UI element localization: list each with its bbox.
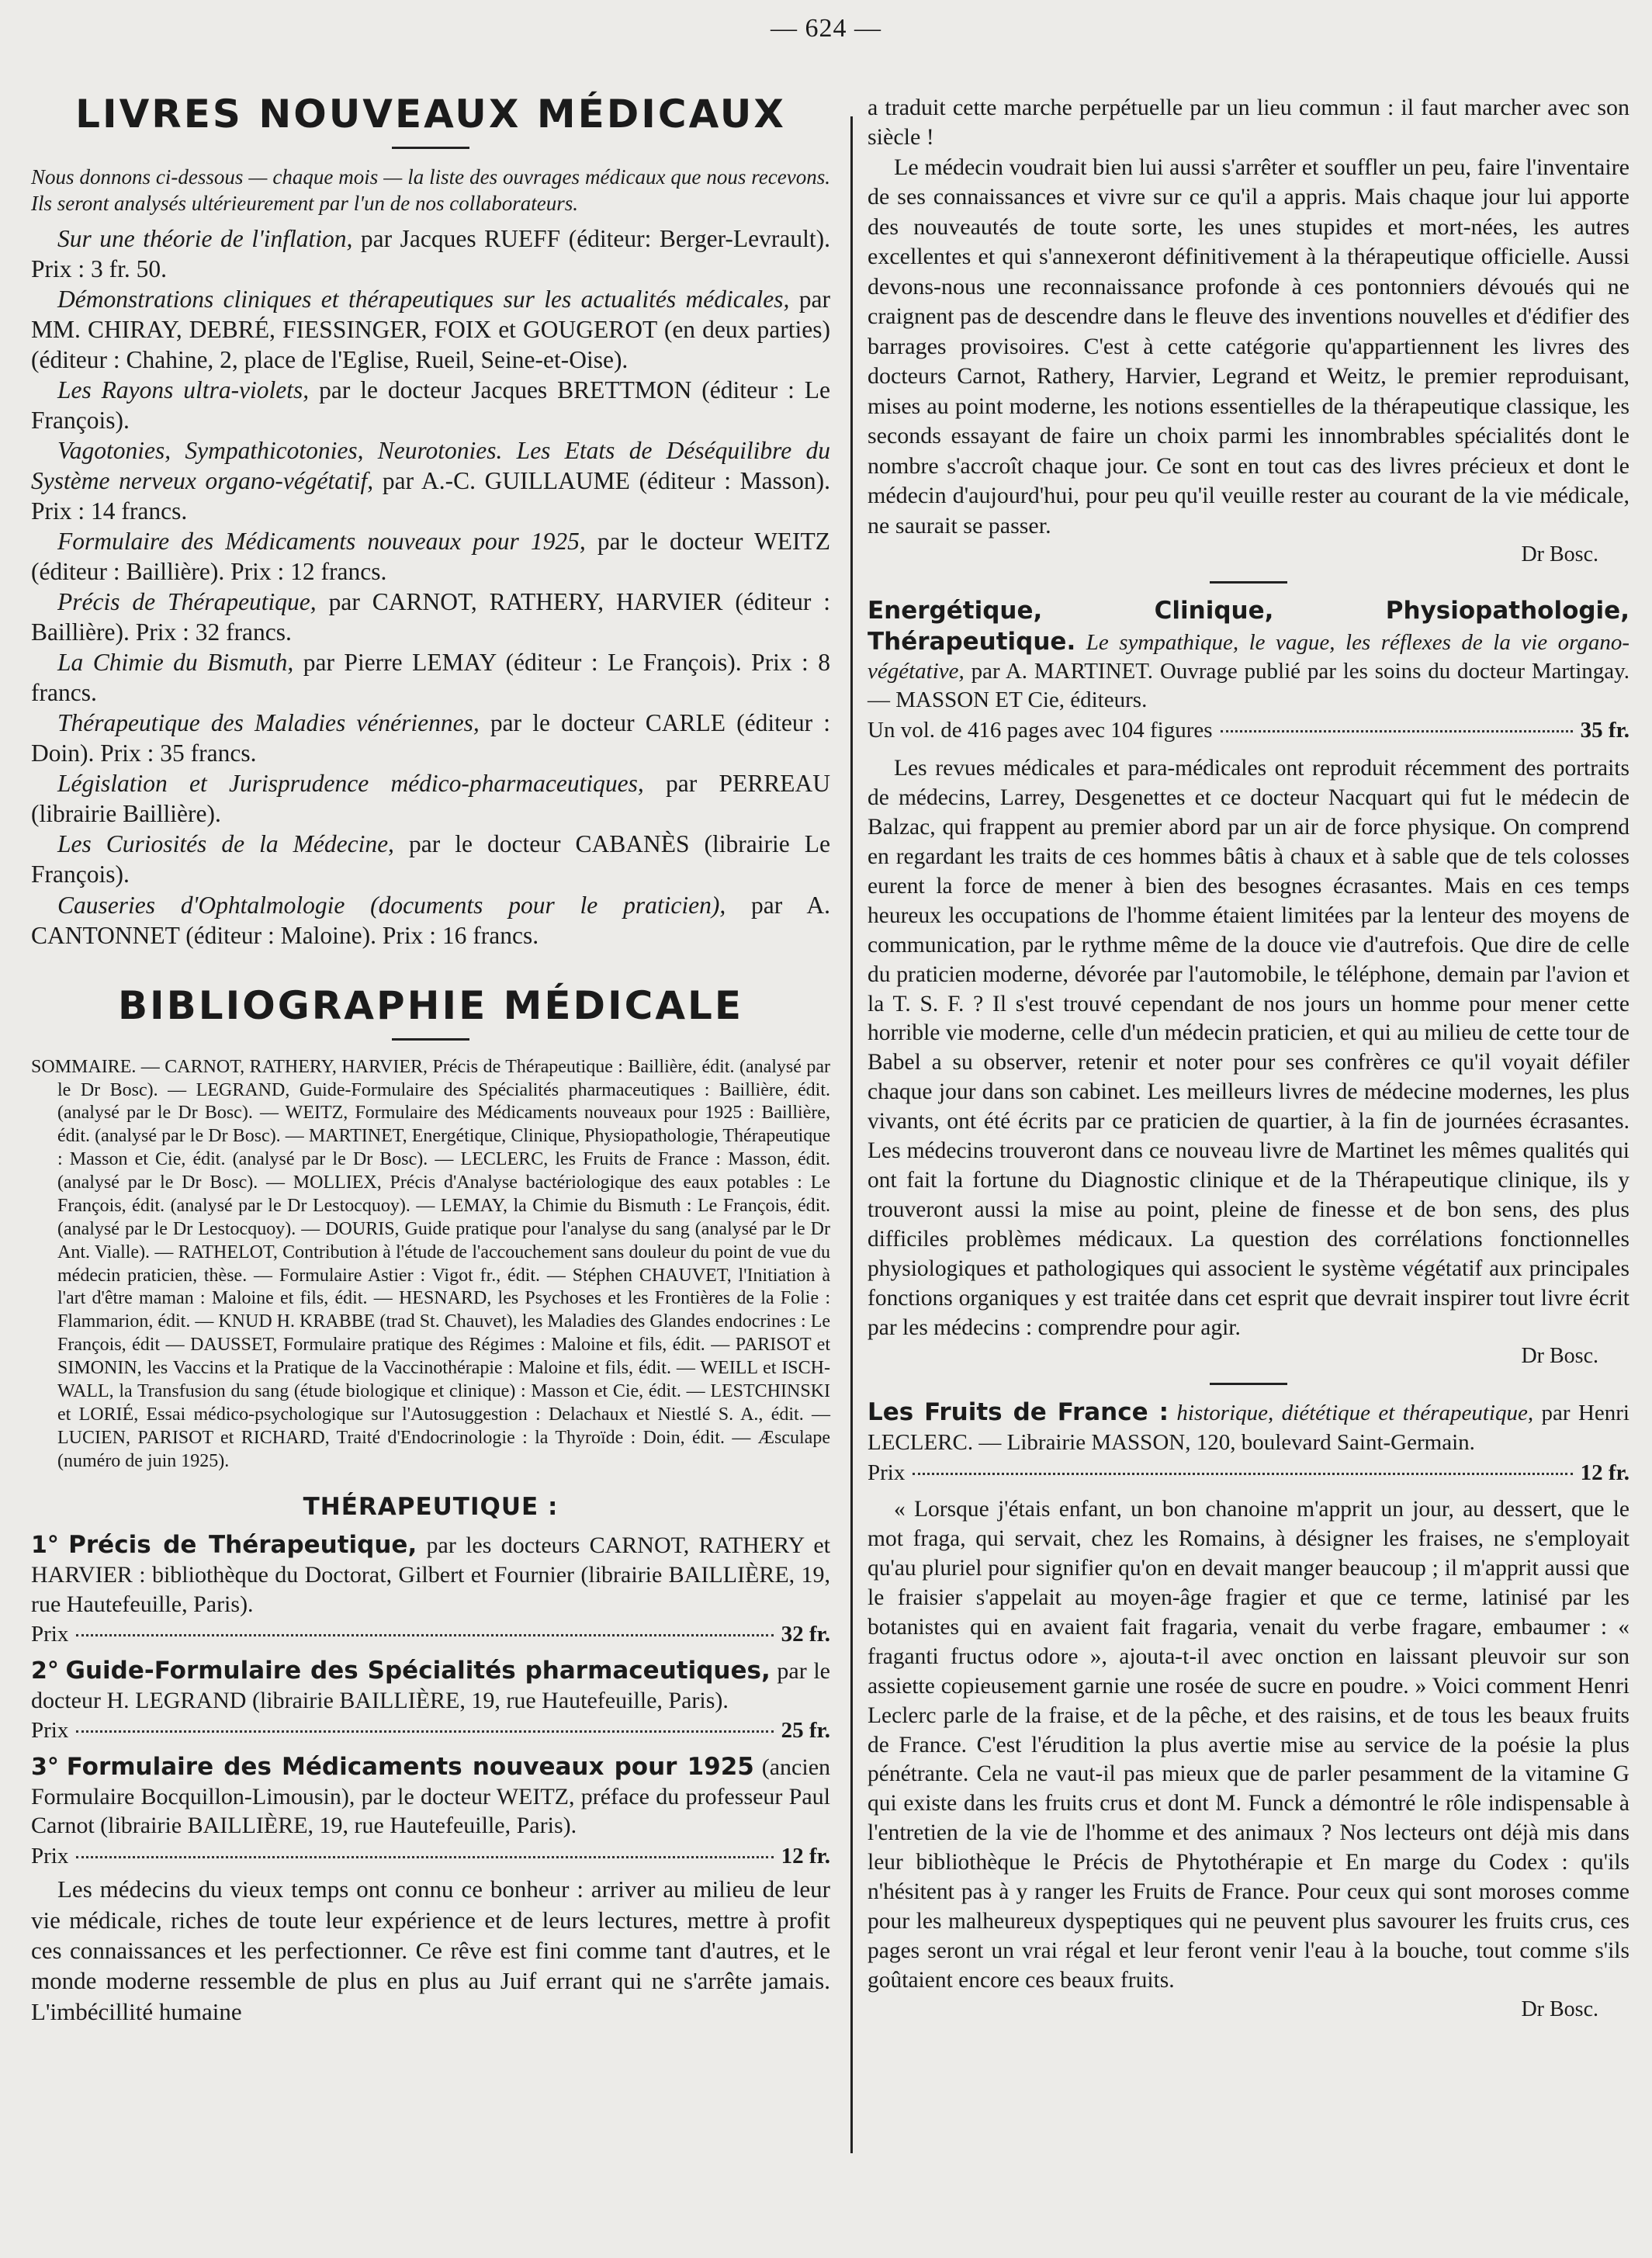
continuation-paragraph: Le médecin voudrait bien lui aussi s'arrêter et souffler un peu, faire l'inventaire de ses connaissances et vivre sur ce qu'il a appris. Mais chaque jour lui apporte des nouveautés de toute sorte, les unes stupides et mort-nées, les autres excellentes et qui s'annexeront définitivement à la thérapeutique officielle. Aussi devons-nous une reconnaissance profonde à ces pontonniers dévoués qui ne craignent pas de descendre dans le fleuve des inventions nouvelles et d'édifier des barrages provisoires. C'est à cette catégorie qu'appartiennent les livres des docteurs Carnot, Rathery, Harvier, Legrand et Weitz, le premier reproduisant, mises au point moderne, les notions essentielles de la thérapeutique classique, les seconds essayant de faire un choix parmi les innombrables spécialités dont le nombre s'accroît chaque jour. Ce sont en tout cas des livres précieux et dont le médecin d'aujourd'hui, pour peu qu'il veuille rester au courant de la vie médicale, ne saurait se passer.	[868, 154, 1629, 539]
therapeutique-heading: THÉRAPEUTIQUE :	[303, 1493, 559, 1522]
entry-1: 1° Précis de Thérapeutique, par les docteurs CARNOT, RATHERY et HARVIER : bibliothèque du Doctorat, Gilbert et Fournier (librairie BAILLIÈRE, 19, rue Hautefeuille, Paris). Prix 32 fr.	[31, 1530, 830, 1649]
right-column	[868, 93, 1629, 2027]
list-item: Les Rayons ultra-violets, par le docteur Jacques BRETTMON (éditeur : Le François).	[31, 376, 830, 434]
signature: Dr Bosc.	[1521, 1997, 1598, 2021]
list-item: Vagotonies, Sympathicotonies, Neurotonies. Les Etats de Déséquilibre du Système nerveux organo-végétatif, par A.-C. GUILLAUME (éditeur : Masson). Prix : 14 francs.	[31, 436, 830, 525]
signature: Dr Bosc.	[1521, 1344, 1598, 1369]
entry-3: 3° Formulaire des Médicaments nouveaux pour 1925 (ancien Formulaire Bocquillon-Limousin), par le docteur WEITZ, préface du professeur Paul Carnot (librairie BAILLIÈRE, 19, rue Hautefeuille, Paris). Prix 12 fr.	[31, 1752, 830, 1871]
price-row: Prix 32 fr.	[31, 1622, 830, 1647]
list-item: Les Curiosités de la Médecine, par le docteur CABANÈS (librairie Le François).	[31, 830, 830, 888]
left-column	[31, 93, 830, 2027]
page-number: — 624 —	[771, 14, 881, 43]
price-row: Prix 12 fr.	[31, 1843, 830, 1868]
review-body: Les revues médicales et para-médicales ont reproduit récemment des portraits de médecins, Larrey, Desgenettes et ce docteur Nacquart qui fut le médecin de Balzac, qui frappent au premier abord par un air de force physique. On comprend en regardant les traits de ces hommes bâtis à chaux et à sable que de tels colosses eurent la force de mener à bien des besognes écrasantes. Mais en ces temps heureux les occupations de l'homme étaient limitées par la lenteur des moyens de communication, par le rythme même de la douce vie d'autrefois. Que dire de celle du praticien moderne, dévorée par l'automobile, le téléphone, demain par l'avion et la T. S. F. ? Il s'est trouvé cependant de nos jours un homme pour mener cette horrible vie moderne, celle d'un médecin praticien, et qui au milieu de cette tour de Babel a su observer, retenir et noter pour ses confrères ce qu'il voyait défiler chaque jour dans son cabinet. Les meilleurs livres de médecine modernes, les plus vivants, ont été écrits par ce praticien de quartier, à la fin de journées écrasantes. Les médecins trouveront dans ce nouveau livre de Martinet les mêmes qualités qui ont fait la fortune du Diagnostic clinique et de la Thérapeutique clinique, ils y trouveront aussi la mise au point, pleine de finesse et de bon sens, des plus difficiles problèmes médicaux. La question des corrélations fonctionnelles physiologiques et pathologiques qui associent le système végétatif aux principales fonctions organiques y est traitée dans cet esprit que devrait inspirer tout livre écrit par les médecins : comprendre pour agir.	[868, 756, 1629, 1340]
list-item: Sur une théorie de l'inflation, par Jacques RUEFF (éditeur: Berger-Levrault). Prix : 3 fr. 50.	[31, 224, 830, 282]
list-item: Thérapeutique des Maladies vénériennes, par le docteur CARLE (éditeur : Doin). Prix : 35 francs.	[31, 709, 831, 767]
biblio-summary: SOMMAIRE. — CARNOT, RATHERY, HARVIER, Précis de Thérapeutique : Baillière, édit. (analysé par le Dr Bosc). — LEGRAND, Guide-Formulaire des Spécialités pharmaceutiques : Baillière, édit. (analysé par le Dr Bosc). — WEITZ, Formulaire des Médicaments nouveaux pour 1925 : Baillière, édit. (analysé par le Dr Bosc). — MARTINET, Energétique, Clinique, Physiopathologie, Thérapeutique : Masson et Cie, édit. (analysé par le Dr Bosc). — LECLERC, les Fruits de France : Masson, édit. (analysé par le Dr Bosc). — MOLLIEX, Précis d'Analyse bactériologique des eaux potables : Le François, édit. (analysé par le Dr Lestocquoy). — LEMAY, la Chimie du Bismuth : Le François, édit. (analysé par le Dr Lestocquoy). — DOURIS, Guide pratique pour l'analyse du sang (analysé par le Dr Ant. Vialle). — RATHELOT, Contribution à l'étude de l'accouchement sans douleur du point de vue du médecin praticien, thèse. — Formulaire Astier : Vigot fr., édit. — Stéphen CHAUVET, l'Initiation à l'art d'être maman : Maloine et fils, édit. — HESNARD, les Psychoses et les Frontières de la Folie : Flammarion, édit. — KNUD H. KRABBE (trad St. Chauvet), les Maladies des Glandes endocrines : Le François, édit — DAUSSET, Formulaire pratique des Régimes : Maloine et fils, édit. — PARISOT et SIMONIN, les Vaccins et la Pratique de la Vaccinothérapie : Maloine et fils, édit. — WEILL et ISCH-WALL, la Transfusion du sang (étude biologique et clinique) : Masson et Cie, édit. — LESTCHINSKI et LORIÉ, Essai médico-psychologique sur l'Autosuggestion : Delachaux et Niestlé S. A., édit. — LUCIEN, PARISOT et RICHARD, Traité d'Endocrinologie : la Thyroïde : Doin, édit. — Æsculape (numéro de juin 1925).	[31, 1056, 830, 1471]
continuation-text: a traduit cette marche perpétuelle par un lieu commun : il faut marcher avec son siècle !	[868, 95, 1629, 151]
signature: Dr Bosc.	[1521, 542, 1598, 567]
livres-intro: Nous donnons ci-dessous — chaque mois — la liste des ouvrages médicaux que nous recevons. Ils seront analysés ultérieurement par l'un de nos collaborateurs.	[31, 165, 830, 215]
list-item: Démonstrations cliniques et thérapeutiques sur les actualités médicales, par MM. CHIRAY, DEBRÉ, FIESSINGER, FOIX et GOUGEROT (en deux parties) (éditeur : Chahine, 2, place de l'Eglise, Rueil, Seine-et-Oise).	[31, 285, 830, 373]
list-item: La Chimie du Bismuth, par Pierre LEMAY (éditeur : Le François). Prix : 8 francs.	[31, 649, 831, 707]
column-divider	[850, 116, 853, 2153]
price-row: Prix 12 fr.	[868, 1460, 1629, 1485]
list-item: Formulaire des Médicaments nouveaux pour 1925, par le docteur WEITZ (éditeur : Baillière). Prix : 12 francs.	[31, 527, 830, 586]
closing-paragraph: Les médecins du vieux temps ont connu ce bonheur : arriver au milieu de leur vie médicale, riches de toute leur expérience et de leurs lectures, mettre à profit ces connaissances et les perfectionner. Ce rêve est fini comme tant d'autres, et le monde moderne ressemble de plus en plus au Juif errant qui ne s'arrête jamais. L'imbécillité humaine	[31, 1875, 830, 2025]
biblio-title: BIBLIOGRAPHIE MÉDICALE	[117, 982, 744, 1028]
livres-title: LIVRES NOUVEAUX MÉDICAUX	[75, 92, 786, 137]
list-item: Législation et Jurisprudence médico-pharmaceutiques, par PERREAU (librairie Baillière).	[31, 770, 830, 828]
list-item: Causeries d'Ophtalmologie (documents pour le praticien), par A. CANTONNET (éditeur : Maloine). Prix : 16 francs.	[31, 891, 831, 949]
book-list	[31, 223, 830, 951]
separator-rule	[1210, 581, 1287, 584]
price-row: Prix 25 fr.	[31, 1718, 830, 1744]
review-body: « Lorsque j'étais enfant, un bon chanoine m'apprit un jour, au dessert, que le mot fraga, qui servait, chez les Romains, à désigner les fraises, ne s'employait qu'au pluriel pour signifier qu'on en devait manger beaucoup ; il m'apprit aussi que le fraisier s'appelait au moyen-âge fragier et que ce terme, latinisé par les botanistes qui en avaient fait fragaria, venait du verbe fragare, embaumer : « fraganti fructus odore », ajouta-t-il avec onction en laissant pleuvoir sur son assiette copieusement garnie une rosée de sucre en poudre. » Voici comment Henri Leclerc parle de la fraise, et de la pêche, et des raisins, et de tous les beaux fruits de France. C'est l'érudition la plus avertie mise au service de la poésie la plus pénétrante. Cela ne vaut-il pas mieux que de parler pesamment de la vitamine G qui existe dans les fruits crus et dont M. Funck a démontré le rôle indispensable à l'entretien de la vie de l'homme et des animaux ? Nos lecteurs ont déjà mis dans leur bibliothèque le Précis de Phytothérapie et En marge du Codex : qu'ils n'hésitent pas à y ranger les Fruits de France. Pour ceux qui sont moroses comme pour les malheureux dyspeptiques qui ne peuvent plus savourer les fruits crus, ces pages seront un vrai régal et leur feront venir l'eau à la bouche, tout comme s'ils goûtaient encore ces beaux fruits.	[868, 1497, 1629, 1993]
title-rule	[392, 1038, 469, 1041]
title-rule	[392, 147, 469, 149]
list-item: Précis de Thérapeutique, par CARNOT, RATHERY, HARVIER (éditeur : Baillière). Prix : 32 francs.	[31, 588, 830, 646]
review-leclerc: Les Fruits de France : historique, diététique et thérapeutique, par Henri LECLERC. — Librairie MASSON, 120, boulevard Saint-Germain. Prix 12 fr. « Lorsque j'étais enfant, un bon chanoine m'apprit un jour, au dessert, que le mot fraga, qui servait, chez les Romains, à désigner les fraises, ne s'employait qu'au pluriel pour signifier qu'on en devait manger beaucoup ; il m'apprit aussi que le fraisier s'appelait au moyen-âge fragier et que ce terme, latinisé par les botanistes qui en avaient fait fragaria, venait du verbe fragare, embaumer : « fraganti fructus odore », ajouta-t-il avec onction en laissant pleuvoir sur son assiette copieusement garnie une rosée de sucre en poudre. » Voici comment Henri Leclerc parle de la fraise, et de la pêche, et des raisins, et de tous les beaux fruits de France. C'est l'érudition la plus avertie mise au service de la poésie la plus pénétrante. Cela ne vaut-il pas mieux que de parler pesamment de la vitamine G qui existe dans les fruits crus et dont M. Funck a démontré le rôle indispensable à l'entretien de la vie de l'homme et des animaux ? Nos lecteurs ont déjà mis dans leur bibliothèque le Précis de Phytothérapie et En marge du Codex : qu'ils n'hésitent pas à y ranger les Fruits de France. Pour ceux qui sont moroses comme pour les malheureux dyspeptiques qui ne peuvent plus savourer les fruits crus, ces pages seront un vrai régal et leur feront venir l'eau à la bouche, tout comme s'ils goûtaient encore ces beaux fruits. Dr Bosc.	[868, 1398, 1629, 2021]
separator-rule	[1210, 1383, 1287, 1385]
review-martinet: Energétique, Clinique, Physiopathologie, Thérapeutique. Le sympathique, le vague, les réflexes de la vie organo-végétative, par A. MARTINET. Ouvrage publié par les soins du docteur Martingay. — MASSON ET Cie, éditeurs. Un vol. de 416 pages avec 104 figures 35 fr. Les revues médicales et para-médicales ont reproduit récemment des portraits de médecins, Larrey, Desgenettes et ce docteur Nacquart qui fut le médecin de Balzac, qui frappent au premier abord par un air de force physique. On comprend en regardant les traits de ces hommes bâtis à chaux et à sable que de tels colosses eurent la force de mener à bien des besognes écrasantes. Mais en ces temps heureux les occupations de l'homme étaient limitées par la lenteur des moyens de communication, par le rythme même de la douce vie d'autrefois. Que dire de celle du praticien moderne, dévorée par l'automobile, le téléphone, demain par l'avion et la T. S. F. ? Il s'est trouvé cependant de nos jours un homme pour mener cette horrible vie moderne, celle d'un médecin praticien, et qui au milieu de cette tour de Babel a su observer, retenir et noter pour ses confrères ce qu'il voyait défiler chaque jour dans son cabinet. Les meilleurs livres de médecine modernes, les plus vivants, ont été écrits par ce praticien de quartier, à la fin de journées écrasantes. Les médecins trouveront dans ce nouveau livre de Martinet les mêmes qualités qui ont fait la fortune du Diagnostic clinique et de la Thérapeutique clinique, ils y trouveront aussi la mise au point, pleine de finesse et de bon sens, des plus difficiles problèmes médicaux. La question des corrélations fonctionnelles physiologiques et pathologiques qui associent le système végétatif aux principales fonctions organiques y est traitée dans cet esprit que devrait inspirer tout livre écrit par les médecins : comprendre pour agir. Dr Bosc.	[868, 597, 1629, 1369]
price-row: Un vol. de 416 pages avec 104 figures 35 fr.	[868, 717, 1629, 743]
entry-2: 2° Guide-Formulaire des Spécialités pharmaceutiques, par le docteur H. LEGRAND (librairie BAILLIÈRE, 19, rue Hautefeuille, Paris). Prix 25 fr.	[31, 1656, 830, 1746]
